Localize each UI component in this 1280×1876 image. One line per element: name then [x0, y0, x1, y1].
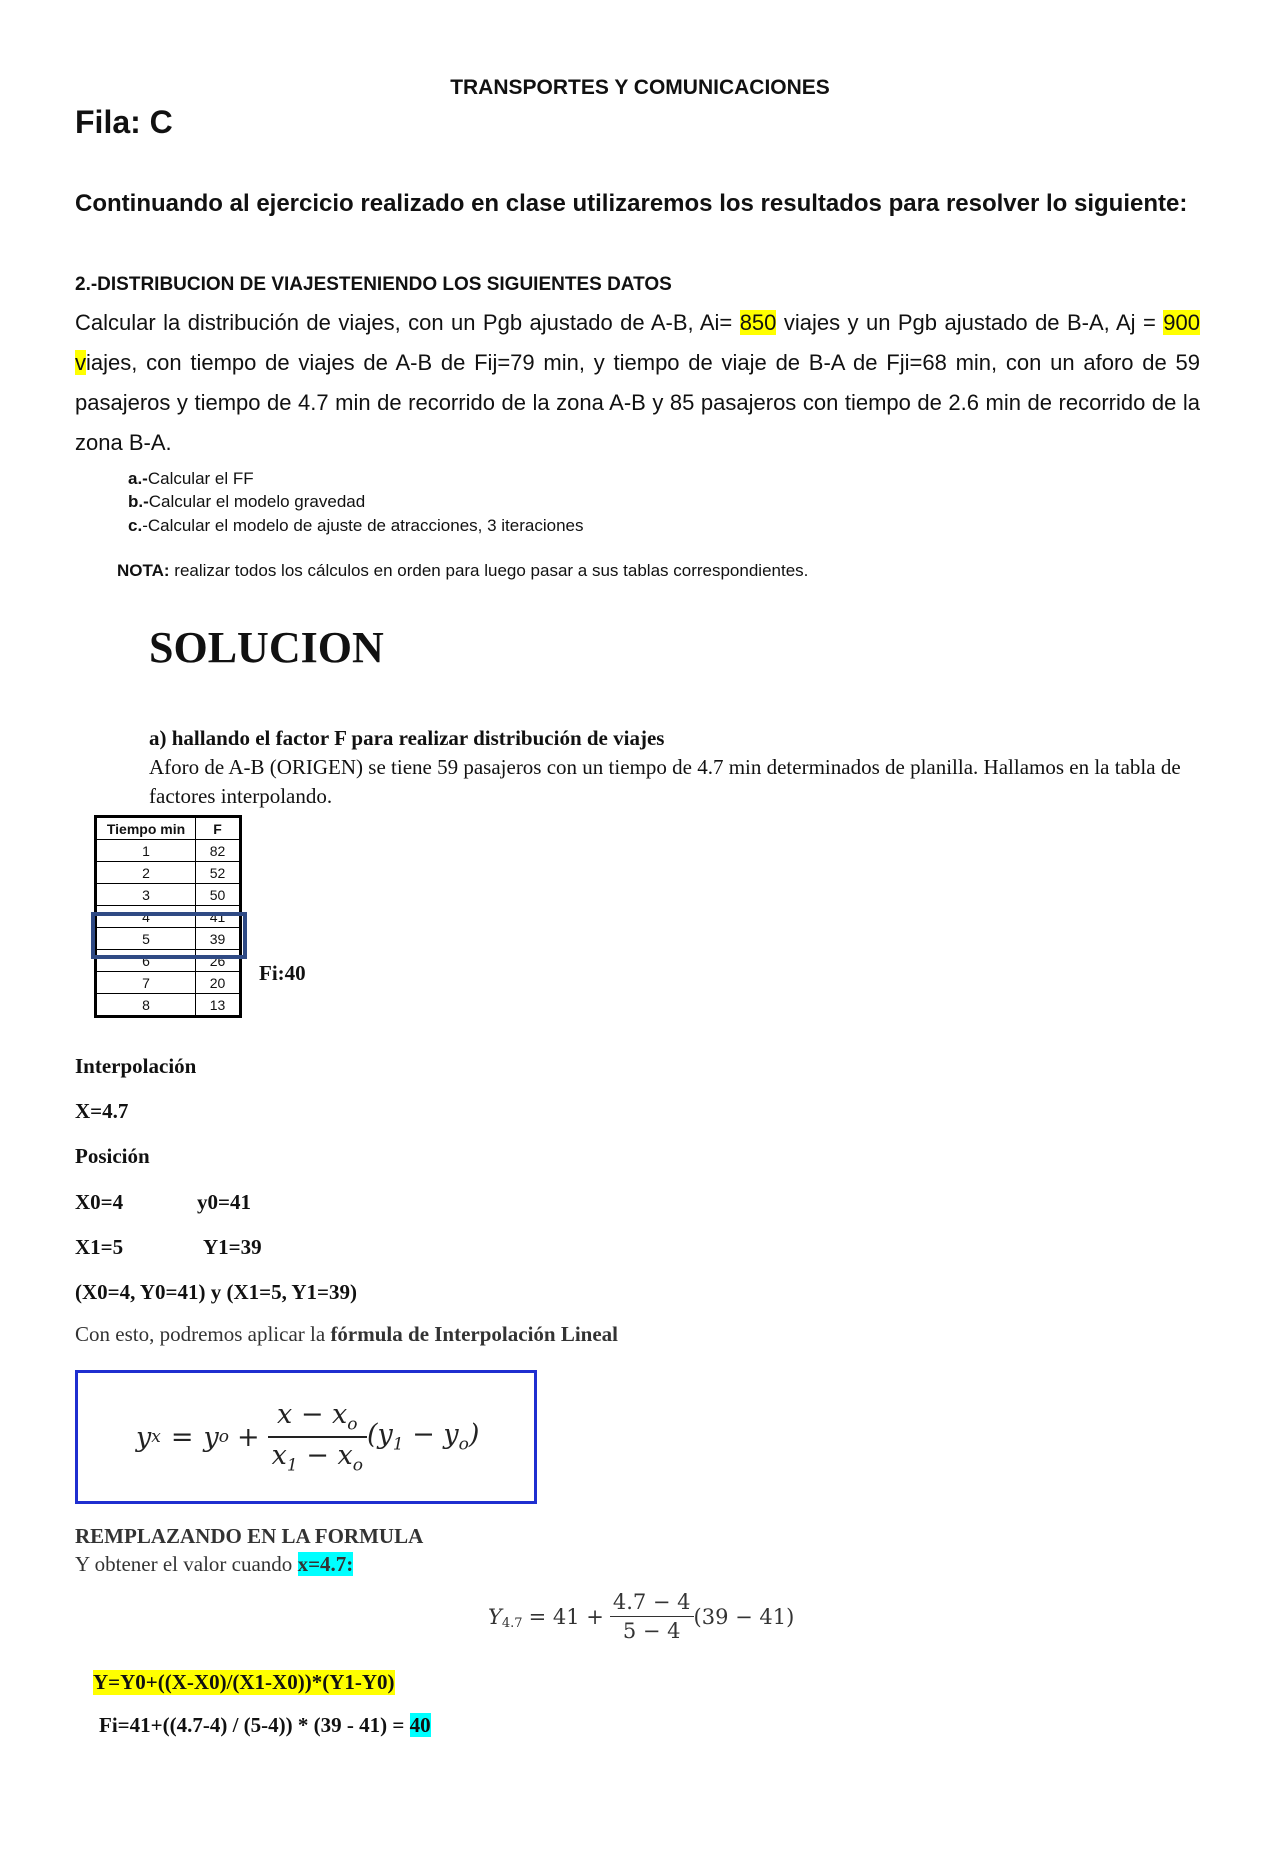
formula-numerator: x − x [277, 1398, 348, 1430]
table-row [96, 994, 241, 1017]
table-cell-f: 82 [196, 840, 241, 862]
solution-title: SOLUCION [149, 623, 384, 672]
problem-text-3: iajes, con tiempo de viajes de A-B de Fij=79 min, y tiempo de viaje de B-A de Fji=68 min, con un aforo de 59 pasajeros y tiempo de 4.7 min de recorrido de la zona A-B y 85 pasajeros con tiempo de 2.6 min de recorrido de la zona B-A. [75, 350, 1200, 455]
formula-numerator-sub: o [347, 1414, 358, 1434]
points-line: (X0=4, Y0=41) y (X1=5, Y1=39) [75, 1280, 357, 1304]
sub-denominator: 5 − 4 [622, 1619, 681, 1643]
obtain-prefix: Y obtener el valor cuando [75, 1552, 298, 1576]
formula-denominator: x [271, 1440, 287, 1471]
table-cell-f: 13 [196, 994, 241, 1017]
problem-text-1: Calcular la distribución de viajes, con un Pgb ajustado de A-B, Ai= [75, 310, 740, 335]
formula-y0: y [203, 1421, 219, 1453]
table-cell-time: 3 [96, 884, 196, 906]
task-text: -Calcular el modelo de ajuste de atracciones, 3 iteraciones [142, 516, 584, 535]
table-cell-f: 52 [196, 862, 241, 884]
task-item [128, 492, 365, 512]
problem-text-2: viajes y un Pgb ajustado de B-A, Aj = [776, 310, 1164, 335]
formula-paren: (y [366, 1419, 393, 1451]
table-cell-time: 5 [96, 928, 196, 950]
sub-tail: (39 − 41) [693, 1604, 795, 1629]
y1-value: Y1=39 [203, 1235, 262, 1259]
task-letter: c. [128, 516, 143, 535]
formula-den-sub2: o [352, 1455, 363, 1476]
formula-paren-sub1: 1 [392, 1434, 404, 1455]
table-cell-time: 8 [96, 994, 196, 1017]
task-text: Calcular el FF [147, 469, 254, 488]
table-cell-f: 39 [196, 928, 241, 950]
step-a-text: Aforo de A-B (ORIGEN) se tiene 59 pasajeros con un tiempo de 4.7 min determinados de planilla. Hallamos en la tabla de factores interpolando. [149, 755, 1181, 808]
table-cell-time: 6 [96, 950, 196, 972]
note-text: realizar todos los cálculos en orden para luego pasar a sus tablas correspondientes. [169, 561, 809, 580]
course-title: TRANSPORTES Y COMUNICACIONES [450, 76, 830, 99]
table-cell-time: 1 [96, 840, 196, 862]
task-letter: b.- [128, 492, 149, 511]
table-row [96, 884, 241, 906]
note [117, 561, 808, 581]
table-cell-f: 41 [196, 906, 241, 928]
note-label: NOTA: [117, 561, 170, 580]
task-item [128, 516, 583, 536]
table-header-f: F [196, 817, 241, 840]
formula-y0-sub: o [218, 1427, 229, 1447]
table-row [96, 972, 241, 994]
table-header-row [96, 817, 241, 840]
formula-den-rest: − x [297, 1440, 353, 1471]
table-cell-f: 26 [196, 950, 241, 972]
fi-result: Fi:40 [259, 961, 306, 985]
table-row [96, 862, 241, 884]
task-letter: a.- [128, 469, 148, 488]
formula-paren-mid: − y [403, 1419, 459, 1451]
fila-label: Fila: C [75, 104, 173, 140]
table-cell-f: 50 [196, 884, 241, 906]
sub-lhs: Y [488, 1604, 502, 1629]
intro-paragraph: Continuando al ejercicio realizado en clase utilizaremos los resultados para resolver lo siguiente: [75, 190, 1188, 217]
table-cell-time: 7 [96, 972, 196, 994]
ai-value-highlight: 850 [739, 310, 777, 335]
problem-statement [75, 303, 1200, 463]
formula-paren-end: ) [468, 1419, 480, 1451]
step-a-title: a) hallando el factor F para realizar distribución de viajes [149, 726, 665, 750]
formula-paren-sub2: o [458, 1434, 469, 1455]
linear-interpolation-formula: y x = y o + $x - x_o$ $x_1 - x_o$ $(y_1 - y_o)$ [136, 1398, 480, 1476]
formula-plus: + [237, 1421, 260, 1453]
task-item [128, 469, 254, 489]
replacement-title: REMPLAZANDO EN LA FORMULA [75, 1524, 424, 1548]
section-heading: 2.-DISTRIBUCION DE VIAJESTENIENDO LOS SIGUIENTES DATOS [75, 274, 672, 295]
formula-fraction [268, 1399, 367, 1476]
table-cell-time: 2 [96, 862, 196, 884]
linear-interpolation-formula-box [75, 1370, 537, 1504]
position-label: Posición [75, 1144, 150, 1168]
x0-value: X0=4 [75, 1190, 124, 1214]
sub-eq: = 41 + [528, 1604, 604, 1629]
x-value: X=4.7 [75, 1099, 129, 1123]
aj-value-highlight: 900 v [75, 310, 1200, 375]
y0-value: y0=41 [197, 1190, 251, 1214]
formula-intro [75, 1322, 618, 1347]
x1-value: X1=5 [75, 1235, 124, 1259]
obtain-value-highlight: x=4.7: [297, 1552, 354, 1576]
fi-calc-result: 40 [409, 1713, 431, 1737]
formula-intro-prefix: Con esto, podremos aplicar la [75, 1322, 331, 1346]
substituted-formula [488, 1590, 794, 1643]
obtain-value-line [75, 1552, 353, 1577]
sub-fraction [610, 1590, 694, 1643]
table-row [96, 840, 241, 862]
formula-den-sub1: 1 [286, 1455, 298, 1476]
excel-formula: Y=Y0+((X-X0)/(X1-X0))*(Y1-Y0) [93, 1670, 395, 1694]
fi-calc-prefix: Fi=41+((4.7-4) / (5-4)) * (39 - 41) = [99, 1713, 410, 1737]
sub-numerator: 4.7 − 4 [612, 1590, 691, 1614]
formula-lhs-sub: x [151, 1427, 161, 1447]
table-cell-time: 4 [96, 906, 196, 928]
table-header-time: Tiempo min [96, 817, 196, 840]
sub-lhs-sub: 4.7 [501, 1616, 523, 1631]
table-cell-f: 20 [196, 972, 241, 994]
fi-calculation [99, 1713, 431, 1738]
interpolation-range-box [91, 912, 247, 959]
interpolation-title: Interpolación [75, 1054, 197, 1078]
formula-intro-bold: fórmula de Interpolación Lineal [330, 1322, 619, 1346]
task-text: Calcular el modelo gravedad [148, 492, 366, 511]
formula-lhs: y [136, 1421, 152, 1453]
